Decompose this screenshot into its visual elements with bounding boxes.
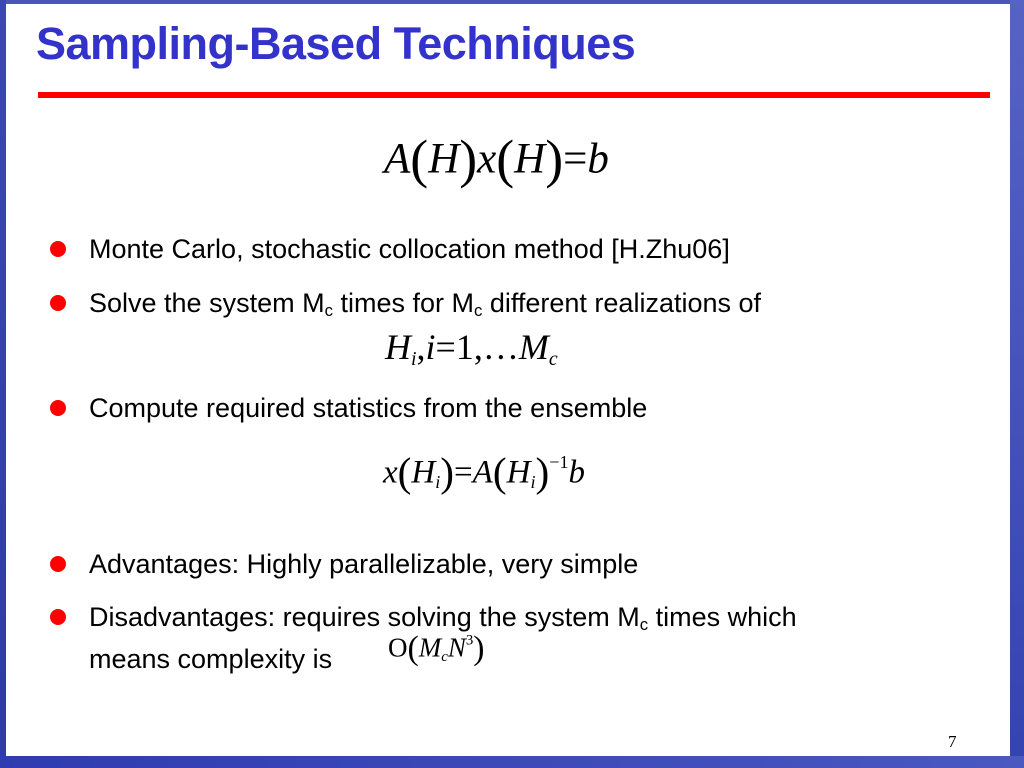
eq-operator: , bbox=[416, 327, 426, 367]
bullet-item bbox=[50, 286, 761, 328]
eq-subscript: i bbox=[530, 472, 536, 493]
eq-symbol: O bbox=[388, 632, 408, 663]
eq-subscript: c bbox=[441, 648, 448, 665]
eq-subscript: c bbox=[548, 347, 558, 370]
bullet-text: Compute required statistics from the ensemble bbox=[89, 393, 648, 423]
eq-superscript: 3 bbox=[465, 632, 474, 649]
bullet-dot-icon bbox=[50, 295, 66, 311]
eq-symbol: H bbox=[411, 454, 436, 491]
bullet-text bbox=[89, 600, 950, 676]
equation-complexity bbox=[388, 630, 485, 668]
eq-symbol: H bbox=[385, 327, 411, 367]
bullet-text-part: times which bbox=[648, 602, 797, 632]
eq-paren: ) bbox=[473, 630, 485, 667]
eq-symbol: A bbox=[384, 135, 411, 183]
eq-symbol: N bbox=[447, 632, 466, 663]
eq-subscript: i bbox=[435, 472, 441, 493]
bullet-item bbox=[50, 600, 950, 676]
bullet-dot-icon bbox=[50, 556, 66, 572]
eq-operator: = bbox=[435, 327, 456, 367]
eq-symbol: b bbox=[587, 135, 609, 183]
eq-symbol: A bbox=[472, 454, 493, 491]
page-number: 7 bbox=[948, 732, 957, 751]
slide-title: Sampling-Based Techniques bbox=[36, 18, 636, 69]
eq-symbol: H bbox=[514, 135, 546, 183]
eq-symbol: i bbox=[425, 327, 436, 367]
eq-paren: ( bbox=[492, 449, 507, 495]
slide-frame-top bbox=[0, 0, 1024, 4]
eq-symbol: M bbox=[518, 327, 549, 367]
eq-paren: ) bbox=[545, 129, 564, 189]
eq-number: 1 bbox=[455, 327, 474, 367]
bullet-subscript: c bbox=[324, 301, 333, 321]
bullet-subscript: c bbox=[473, 301, 483, 321]
eq-superscript: −1 bbox=[549, 452, 569, 473]
bullet-text-part: Solve the system M bbox=[89, 288, 325, 318]
eq-subscript: i bbox=[411, 347, 417, 370]
equation-main bbox=[384, 128, 609, 190]
equation-solution bbox=[383, 448, 585, 496]
slide-frame-left bbox=[0, 0, 6, 768]
eq-symbol: b bbox=[568, 454, 586, 491]
slide-frame-right bbox=[1010, 0, 1024, 768]
bullet-text-part: different realizations of bbox=[482, 288, 762, 318]
bullet-text bbox=[89, 286, 761, 328]
eq-paren: ( bbox=[397, 449, 412, 495]
eq-symbol: H bbox=[428, 135, 460, 183]
eq-symbol: x bbox=[383, 454, 398, 491]
bullet-text: Monte Carlo, stochastic collocation method [H.Zhu06] bbox=[89, 234, 730, 264]
title-underline bbox=[38, 92, 990, 98]
equation-realizations bbox=[385, 326, 558, 371]
bullet-item bbox=[50, 232, 730, 266]
eq-paren: ) bbox=[440, 449, 455, 495]
slide-frame-bottom bbox=[0, 756, 1024, 768]
eq-symbol: M bbox=[418, 632, 442, 663]
bullet-item bbox=[50, 547, 638, 581]
eq-paren: ) bbox=[535, 449, 550, 495]
eq-operator: = bbox=[454, 454, 473, 491]
eq-paren: ( bbox=[496, 129, 515, 189]
bullet-text-part: times for M bbox=[332, 288, 474, 318]
bullet-item bbox=[50, 391, 647, 425]
bullet-dot-icon bbox=[50, 241, 66, 257]
eq-symbol: H bbox=[506, 454, 531, 491]
eq-paren: ( bbox=[410, 129, 429, 189]
bullet-dot-icon bbox=[50, 609, 66, 625]
eq-operator: ,… bbox=[473, 327, 519, 367]
bullet-subscript: c bbox=[639, 615, 649, 635]
bullet-text: Advantages: Highly parallelizable, very simple bbox=[89, 549, 639, 579]
eq-paren: ( bbox=[407, 630, 419, 667]
bullet-text-part: Disadvantages: requires solving the system M bbox=[89, 602, 640, 632]
eq-symbol: x bbox=[477, 135, 497, 183]
eq-operator: = bbox=[563, 135, 588, 183]
bullet-dot-icon bbox=[50, 400, 66, 416]
bullet-text-part: means complexity is bbox=[89, 644, 333, 675]
eq-paren: ) bbox=[459, 129, 478, 189]
